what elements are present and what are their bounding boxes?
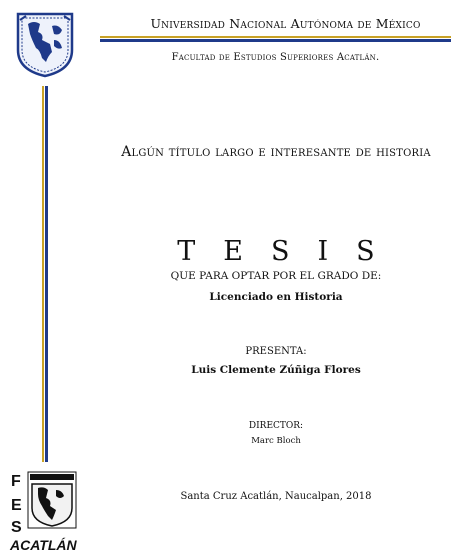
thesis-title: Algún título largo e interesante de historia	[121, 144, 431, 160]
author-name: Luis Clemente Zúñiga Flores	[191, 364, 361, 376]
faculty-name: Facultad de Estudios Superiores Acatlán.	[171, 52, 380, 63]
fes-letter-s: S	[11, 519, 22, 536]
header-rule-blue	[100, 39, 451, 42]
university-name: Universidad Nacional Autónoma de México	[150, 16, 421, 31]
degree-name: Licenciado en Historia	[209, 291, 343, 303]
fes-letter-f: F	[11, 473, 21, 490]
presenter-label: PRESENTA:	[245, 346, 307, 357]
degree-intro: QUE PARA OPTAR POR EL GRADO DE:	[170, 270, 382, 282]
vertical-rule-blue	[45, 86, 48, 462]
director-label: DIRECTOR:	[248, 421, 304, 431]
fes-acatlan-logo-icon	[8, 470, 84, 554]
vertical-rule-gold	[42, 86, 44, 462]
fes-letter-e: E	[11, 497, 22, 514]
unam-seal-icon	[14, 10, 76, 78]
header-rule-gold	[100, 36, 451, 38]
place-and-date: Santa Cruz Acatlán, Naucalpan, 2018	[180, 491, 372, 502]
director-name: Marc Bloch	[251, 436, 301, 446]
document-type-heading: TESIS	[177, 236, 403, 267]
fes-wordmark: ACATLÁN	[10, 537, 77, 553]
